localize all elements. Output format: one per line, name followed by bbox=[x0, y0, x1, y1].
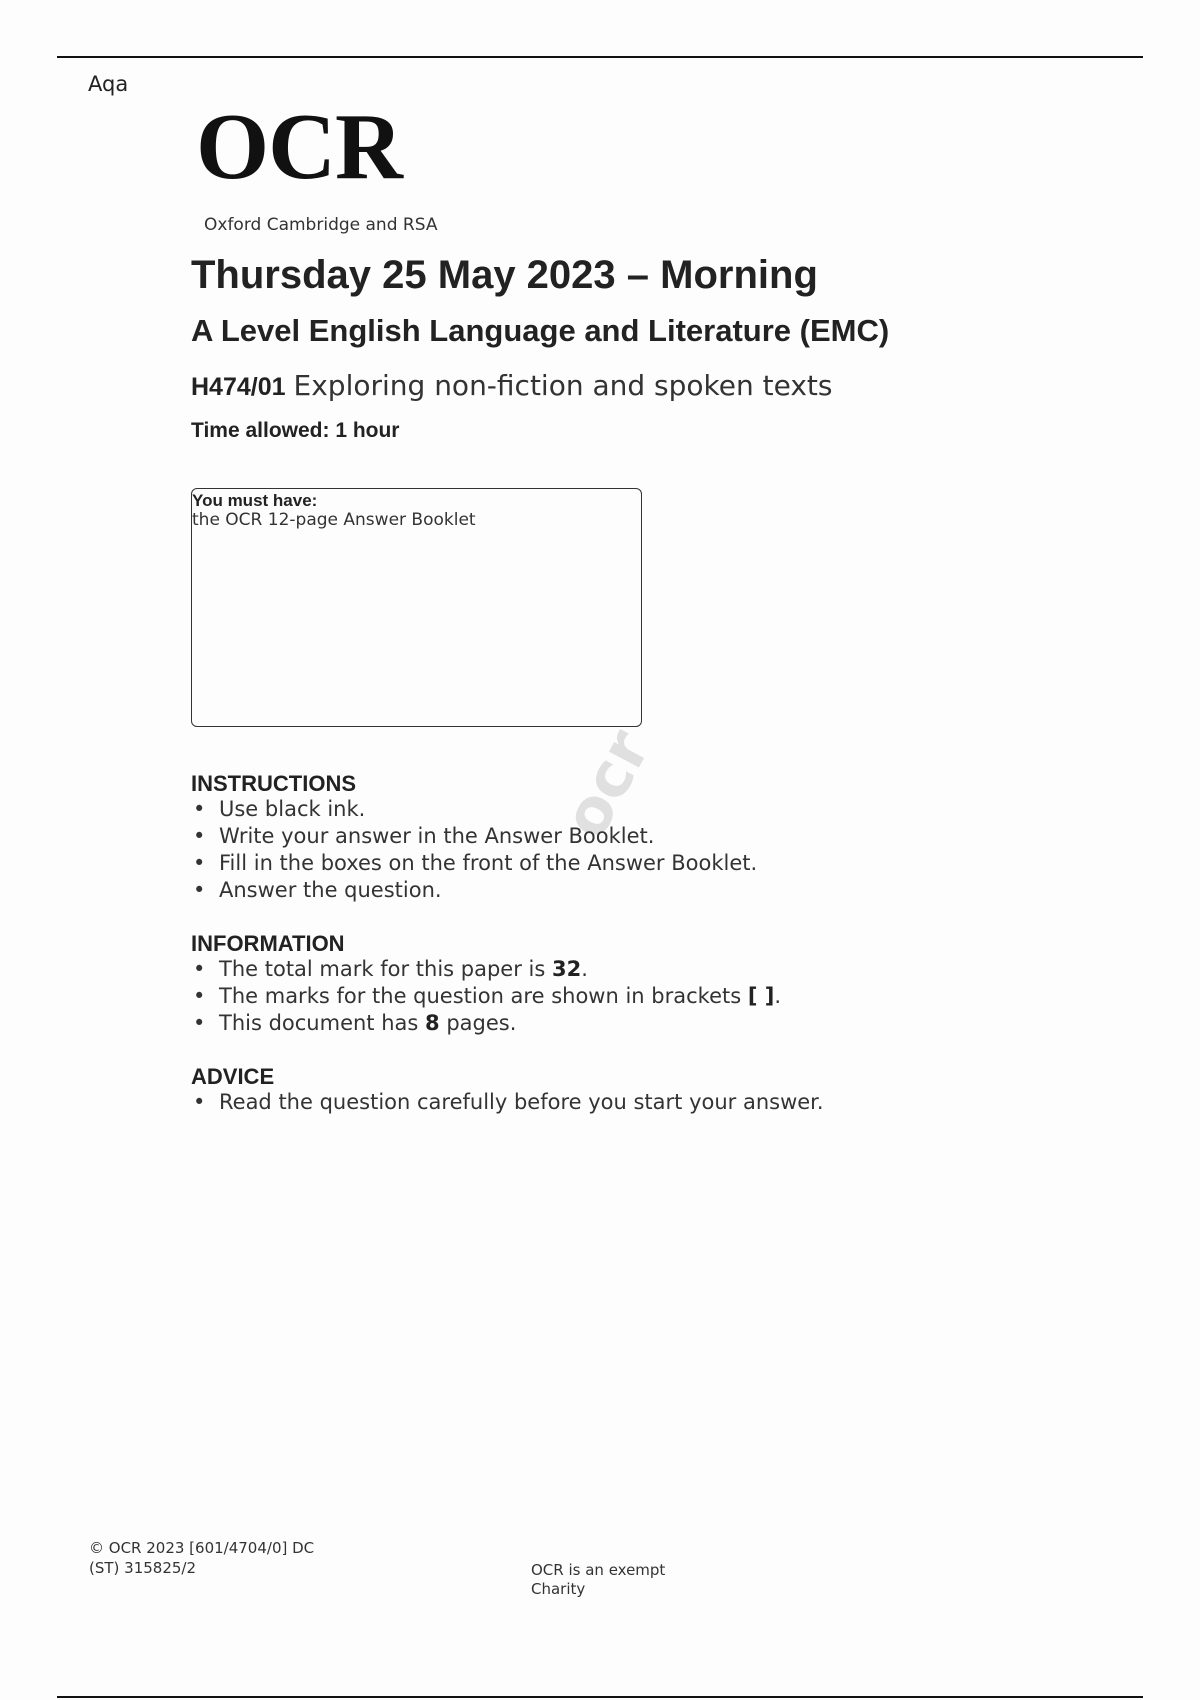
advice-heading: ADVICE bbox=[191, 1064, 275, 1089]
advice-list bbox=[191, 1089, 824, 1116]
list-item: • The total mark for this paper is 32. bbox=[191, 956, 781, 983]
list-item: • Read the question carefully before you start your answer. bbox=[191, 1089, 824, 1116]
paper-code: H474/01 bbox=[191, 373, 286, 401]
exam-date: Thursday 25 May 2023 – Morning bbox=[191, 253, 818, 297]
list-item: • Fill in the boxes on the front of the Answer Booklet. bbox=[191, 850, 757, 877]
charity-line: Charity bbox=[531, 1580, 586, 1598]
mark-brackets: [ ] bbox=[747, 984, 775, 1008]
reference-line: (ST) 315825/2 bbox=[89, 1559, 197, 1577]
list-item: • Answer the question. bbox=[191, 877, 757, 904]
watermark: ocr bbox=[548, 717, 665, 850]
time-allowed: Time allowed: 1 hour bbox=[191, 419, 400, 442]
must-have-item: the OCR 12-page Answer Booklet bbox=[192, 510, 476, 530]
information-list bbox=[191, 956, 781, 1037]
page-count: 8 bbox=[425, 1011, 440, 1035]
list-item: • Use black ink. bbox=[191, 796, 757, 823]
information-heading: INFORMATION bbox=[191, 931, 345, 956]
copyright-line: © OCR 2023 [601/4704/0] DC bbox=[89, 1539, 315, 1557]
header-tag: Aqa bbox=[88, 72, 129, 96]
footer-copyright bbox=[89, 1538, 314, 1578]
instructions-list bbox=[191, 796, 757, 904]
footer-charity bbox=[531, 1561, 665, 1599]
bottom-rule bbox=[57, 1696, 1143, 1698]
paper-title: Exploring non-fiction and spoken texts bbox=[293, 369, 833, 402]
top-rule bbox=[57, 56, 1143, 58]
paper-line bbox=[191, 369, 833, 402]
list-item: • Write your answer in the Answer Booklet. bbox=[191, 823, 757, 850]
total-mark: 32 bbox=[551, 957, 582, 981]
logo-subtitle: Oxford Cambridge and RSA bbox=[204, 215, 438, 235]
list-item: • This document has 8 pages. bbox=[191, 1010, 781, 1037]
instructions-heading: INSTRUCTIONS bbox=[191, 771, 356, 796]
ocr-logo: OCR bbox=[196, 95, 402, 199]
must-have-heading: You must have: bbox=[192, 491, 318, 510]
list-item: • The marks for the question are shown in brackets [ ]. bbox=[191, 983, 781, 1010]
charity-line: OCR is an exempt bbox=[531, 1561, 666, 1579]
exam-subject: A Level English Language and Literature (EMC) bbox=[191, 313, 890, 348]
must-have-box bbox=[191, 488, 642, 727]
